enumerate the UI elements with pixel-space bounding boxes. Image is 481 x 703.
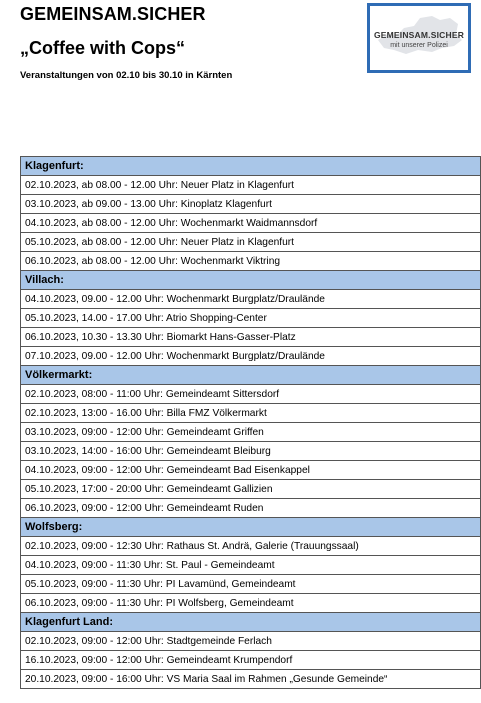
table-row [21,461,481,480]
table-row [21,252,481,271]
section-title: Völkermarkt: [21,366,481,385]
section-title: Klagenfurt: [21,157,481,176]
table-row [21,404,481,423]
table-row [21,214,481,233]
table-row [21,442,481,461]
table-row [21,176,481,195]
event-entry: 06.10.2023, 09:00 - 12:00 Uhr: Gemeindeamt Ruden [21,499,481,518]
table-row [21,670,481,689]
table-row [21,632,481,651]
table-row [21,423,481,442]
section-header-row [21,518,481,537]
event-entry: 04.10.2023, ab 08.00 - 12.00 Uhr: Wochenmarkt Waidmannsdorf [21,214,481,233]
event-entry: 03.10.2023, 14:00 - 16:00 Uhr: Gemeindeamt Bleiburg [21,442,481,461]
brand-heading: GEMEINSAM.SICHER [20,4,206,24]
event-entry: 20.10.2023, 09:00 - 16:00 Uhr: VS Maria Saal im Rahmen „Gesunde Gemeinde“ [21,670,481,689]
table-row [21,309,481,328]
table-row [21,347,481,366]
table-row [21,328,481,347]
logo-text: GEMEINSAM.SICHER [373,30,465,40]
event-entry: 04.10.2023, 09:00 - 12:00 Uhr: Gemeindeamt Bad Eisenkappel [21,461,481,480]
event-entry: 05.10.2023, 09:00 - 11:30 Uhr: PI Lavamünd, Gemeindeamt [21,575,481,594]
event-entry: 05.10.2023, 14.00 - 17.00 Uhr: Atrio Shopping-Center [21,309,481,328]
event-entry: 04.10.2023, 09:00 - 11:30 Uhr: St. Paul - Gemeindeamt [21,556,481,575]
event-entry: 06.10.2023, 09:00 - 11:30 Uhr: PI Wolfsberg, Gemeindeamt [21,594,481,613]
table-row [21,195,481,214]
event-entry: 02.10.2023, 09:00 - 12:00 Uhr: Stadtgemeinde Ferlach [21,632,481,651]
events-table [20,156,481,689]
logo-tagline: mit unserer Polizei [390,42,448,49]
event-entry: 02.10.2023, 13:00 - 16.00 Uhr: Billa FMZ Völkermarkt [21,404,481,423]
event-entry: 02.10.2023, 08:00 - 11:00 Uhr: Gemeindeamt Sittersdorf [21,385,481,404]
event-entry: 04.10.2023, 09.00 - 12.00 Uhr: Wochenmarkt Burgplatz/Drauländе [21,290,481,309]
table-row [21,233,481,252]
table-row [21,537,481,556]
table-row [21,594,481,613]
section-header-row [21,157,481,176]
section-header-row [21,271,481,290]
event-entry: 16.10.2023, 09:00 - 12:00 Uhr: Gemeindeamt Krumpendorf [21,651,481,670]
event-entry: 02.10.2023, ab 08.00 - 12.00 Uhr: Neuer Platz in Klagenfurt [21,176,481,195]
table-row [21,575,481,594]
section-title: Wolfsberg: [21,518,481,537]
section-header-row [21,613,481,632]
gemeinsam-sicher-logo [367,3,471,73]
event-entry: 03.10.2023, ab 09.00 - 13.00 Uhr: Kinoplatz Klagenfurt [21,195,481,214]
event-entry: 06.10.2023, ab 08.00 - 12.00 Uhr: Wochenmarkt Viktring [21,252,481,271]
table-row [21,556,481,575]
table-row [21,385,481,404]
section-title: Villach: [21,271,481,290]
table-row [21,651,481,670]
page-title: „Coffee with Cops“ [20,38,185,58]
table-row [21,480,481,499]
event-entry: 03.10.2023, 09:00 - 12:00 Uhr: Gemeindeamt Griffen [21,423,481,442]
section-header-row [21,366,481,385]
event-entry: 06.10.2023, 10.30 - 13.30 Uhr: Biomarkt Hans-Gasser-Platz [21,328,481,347]
event-entry: 02.10.2023, 09:00 - 12:30 Uhr: Rathaus St. Andrä, Galerie (Trauungssaal) [21,537,481,556]
event-entry: 05.10.2023, 17:00 - 20:00 Uhr: Gemeindeamt Gallizien [21,480,481,499]
section-title: Klagenfurt Land: [21,613,481,632]
table-row [21,290,481,309]
page-subtitle: Veranstaltungen von 02.10 bis 30.10 in Kärnten [20,70,233,81]
event-entry: 07.10.2023, 09.00 - 12.00 Uhr: Wochenmarkt Burgplatz/Drauländе [21,347,481,366]
table-row [21,499,481,518]
event-entry: 05.10.2023, ab 08.00 - 12.00 Uhr: Neuer Platz in Klagenfurt [21,233,481,252]
